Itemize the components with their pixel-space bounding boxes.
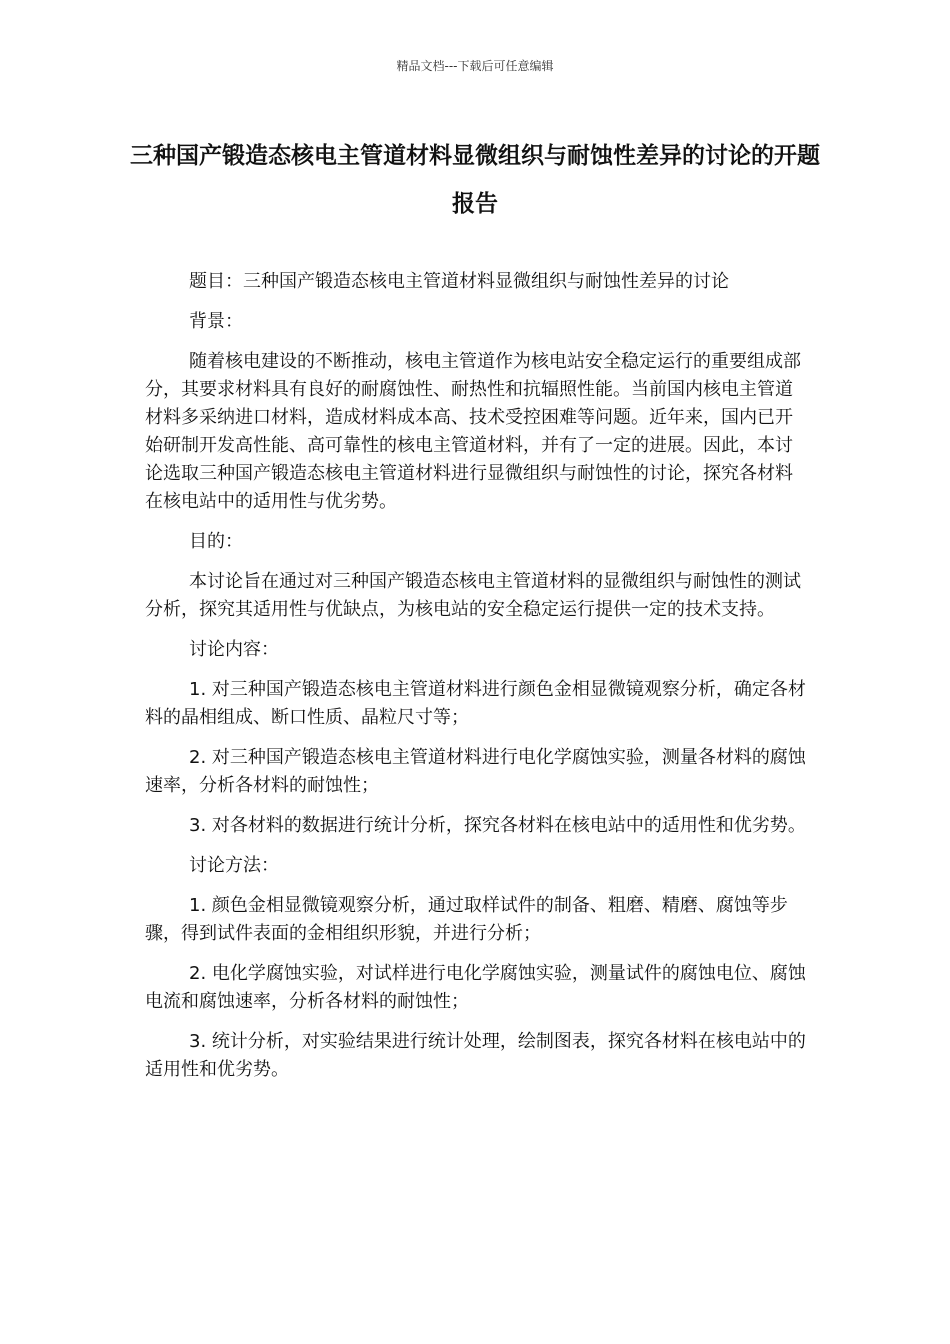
- heading-purpose: 目的：: [189, 531, 243, 552]
- paragraph-purpose: 本讨论旨在通过对三种国产锻造态核电主管道材料的显微组织与耐蚀性的测试分析，探究其适用性与优缺点，为核电站的安全稳定运行提供一定的技术支持。: [145, 571, 801, 620]
- document-body: [145, 268, 810, 1096]
- method-item-2: 2. 电化学腐蚀实验，对试样进行电化学腐蚀实验，测量试件的腐蚀电位、腐蚀电流和腐蚀速率，分析各材料的耐蚀性；: [145, 963, 806, 1012]
- header-note: 精品文档---下载后可任意编辑: [396, 59, 554, 73]
- paragraph-topic: 题目：三种国产锻造态核电主管道材料显微组织与耐蚀性差异的讨论: [189, 271, 729, 292]
- heading-background: 背景：: [189, 311, 243, 332]
- heading-method: 讨论方法：: [189, 855, 279, 876]
- heading-content: 讨论内容：: [189, 639, 279, 660]
- content-item-3: 3. 对各材料的数据进行统计分析，探究各材料在核电站中的适用性和优劣势。: [189, 815, 806, 836]
- method-item-3: 3. 统计分析，对实验结果进行统计处理，绘制图表，探究各材料在核电站中的适用性和优劣势。: [145, 1031, 806, 1080]
- document-title: 三种国产锻造态核电主管道材料显微组织与耐蚀性差异的讨论的开题报告: [130, 143, 820, 217]
- paragraph-background: 随着核电建设的不断推动，核电主管道作为核电站安全稳定运行的重要组成部分，其要求材料具有良好的耐腐蚀性、耐热性和抗辐照性能。当前国内核电主管道材料多采纳进口材料，造成材料成本高、技术受控困难等问题。近年来，国内已开始研制开发高性能、高可靠性的核电主管道材料，并有了一定的进展。因此，本讨论选取三种国产锻造态核电主管道材料进行显微组织与耐蚀性的讨论，探究各材料在核电站中的适用性与优劣势。: [145, 351, 801, 512]
- content-item-1: 1. 对三种国产锻造态核电主管道材料进行颜色金相显微镜观察分析，确定各材料的晶相组成、断口性质、晶粒尺寸等；: [145, 679, 806, 728]
- content-item-2: 2. 对三种国产锻造态核电主管道材料进行电化学腐蚀实验，测量各材料的腐蚀速率，分析各材料的耐蚀性；: [145, 747, 806, 796]
- method-item-1: 1. 颜色金相显微镜观察分析，通过取样试件的制备、粗磨、精磨、腐蚀等步骤，得到试件表面的金相组织形貌，并进行分析；: [145, 895, 788, 944]
